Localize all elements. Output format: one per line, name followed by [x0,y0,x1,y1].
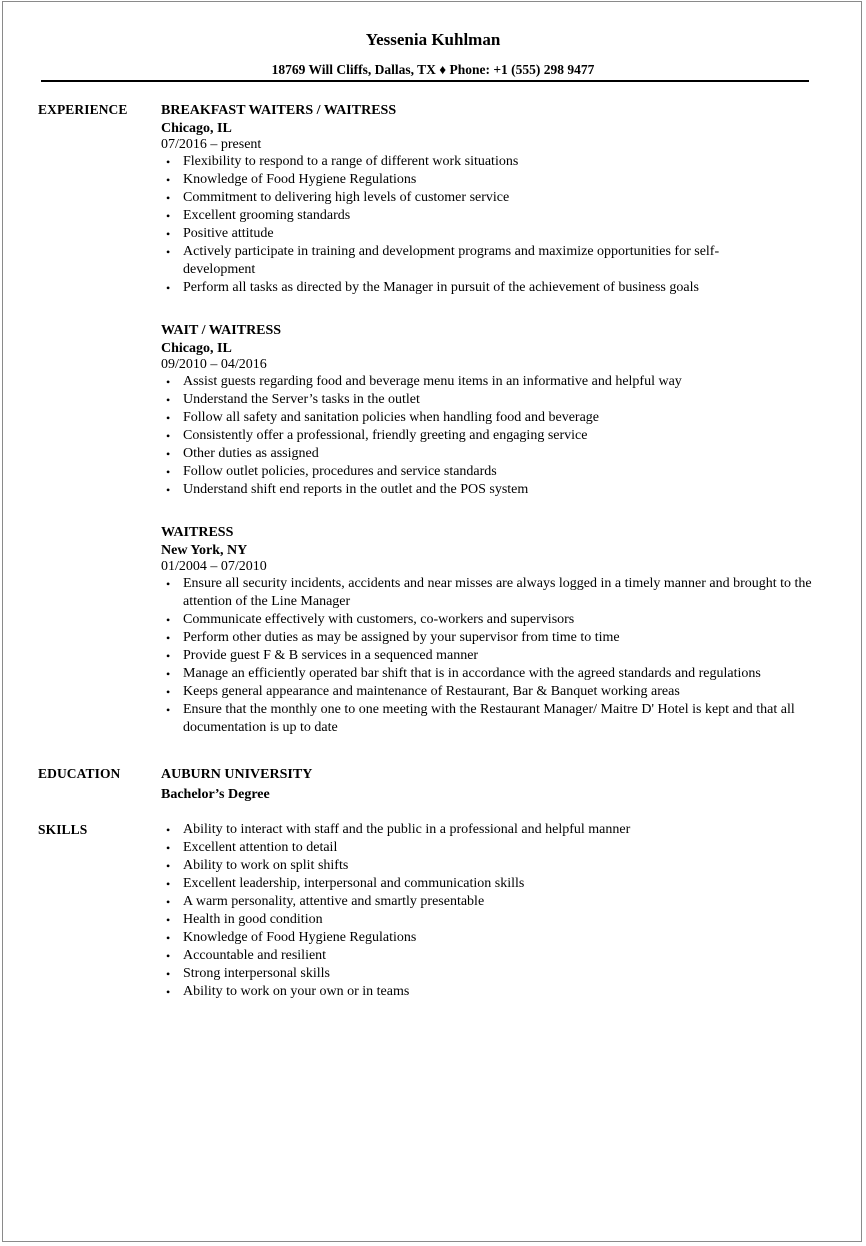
list-item [161,427,821,445]
list-item-text: Understand the Server’s tasks in the outlet [183,392,420,407]
header-divider [41,80,809,82]
bullet-icon: • [166,967,171,981]
bullet-icon: • [166,447,171,461]
section-label-experience: EXPERIENCE [38,102,128,117]
list-item-text: Follow all safety and sanitation policies when handling food and beverage [183,410,600,425]
bullet-icon: • [166,823,171,837]
list-item [161,893,821,911]
bullet-icon: • [166,375,171,389]
list-item-text: Perform all tasks as directed by the Manager in pursuit of the achievement of business goals [183,280,699,295]
list-item [161,373,821,391]
list-item [161,481,821,499]
list-item [161,821,821,839]
list-item-text: Knowledge of Food Hygiene Regulations [183,172,417,187]
bullet-icon: • [166,985,171,999]
list-item-text: Perform other duties as may be assigned by your supervisor from time to time [183,630,620,645]
bullet-icon: • [166,577,171,591]
list-item [161,875,821,893]
list-item-text: Positive attitude [183,226,274,241]
bullet-icon: • [166,631,171,645]
bullet-icon: • [166,859,171,873]
list-item [161,463,821,481]
list-item-text: Ability to work on split shifts [183,858,349,873]
bullet-icon: • [166,227,171,241]
bullet-icon: • [166,393,171,407]
job-location: Chicago, IL [161,121,232,136]
list-item [161,225,821,243]
education-entry [161,766,821,804]
list-item-text: Ability to work on your own or in teams [183,984,410,999]
list-item [161,911,821,929]
list-item [161,629,821,647]
job-title: BREAKFAST WAITERS / WAITRESS [161,103,397,118]
job-duties-list [161,575,821,737]
list-item-text: Strong interpersonal skills [183,966,330,981]
list-item [161,445,821,463]
list-item-text: Actively participate in training and development programs and maximize opportunities for self-development [183,244,720,277]
list-item-text: Excellent grooming standards [183,208,351,223]
list-item [161,683,821,701]
bullet-icon: • [166,173,171,187]
job-title: WAITRESS [161,525,234,540]
list-item-text: Knowledge of Food Hygiene Regulations [183,930,417,945]
list-item [161,839,821,857]
bullet-icon: • [166,649,171,663]
job-entry [161,322,821,499]
list-item-text: Excellent attention to detail [183,840,338,855]
job-location: Chicago, IL [161,341,232,356]
bullet-icon: • [166,483,171,497]
list-item [161,171,821,189]
list-item-text: Ensure all security incidents, accidents and near misses are always logged in a timely manner and brought to the attention of the Line Manager [183,576,812,609]
list-item-text: Excellent leadership, interpersonal and communication skills [183,876,525,891]
list-item [161,279,821,297]
list-item-text: Follow outlet policies, procedures and service standards [183,464,497,479]
list-item-text: Consistently offer a professional, friendly greeting and engaging service [183,428,588,443]
contact-line: 18769 Will Cliffs, Dallas, TX ♦ Phone: +1 (555) 298 9477 [271,62,595,77]
list-item-text: Provide guest F & B services in a sequenced manner [183,648,479,663]
job-title: WAIT / WAITRESS [161,323,282,338]
skills-entry [161,821,821,1001]
bullet-icon: • [166,411,171,425]
job-dates: 01/2004 – 07/2010 [161,559,267,574]
bullet-icon: • [166,429,171,443]
list-item [161,983,821,1001]
list-item-text: Ability to interact with staff and the public in a professional and helpful manner [183,822,631,837]
bullet-icon: • [166,209,171,223]
job-dates: 09/2010 – 04/2016 [161,357,267,372]
list-item-text: Health in good condition [183,912,323,927]
list-item-text: Ensure that the monthly one to one meeting with the Restaurant Manager/ Maitre D' Hotel is kept and that all documentation is up to date [183,702,795,735]
section-label-education: EDUCATION [38,766,121,781]
bullet-icon: • [166,465,171,479]
bullet-icon: • [166,841,171,855]
bullet-icon: • [166,667,171,681]
bullet-icon: • [166,895,171,909]
bullet-icon: • [166,877,171,891]
job-location: New York, NY [161,543,248,558]
skills-list [161,821,821,1001]
candidate-name: Yessenia Kuhlman [365,30,501,49]
job-entry [161,102,821,297]
list-item [161,665,821,683]
list-item-text: Other duties as assigned [183,446,319,461]
bullet-icon: • [166,685,171,699]
bullet-icon: • [166,931,171,945]
list-item [161,409,821,427]
list-item [161,189,821,207]
bullet-icon: • [166,613,171,627]
list-item [161,929,821,947]
job-duties-list [161,153,821,297]
education-school: AUBURN UNIVERSITY [161,767,313,782]
list-item [161,701,821,737]
list-item-text: Commitment to delivering high levels of customer service [183,190,510,205]
list-item [161,391,821,409]
bullet-icon: • [166,913,171,927]
list-item [161,153,821,171]
list-item [161,857,821,875]
job-entry [161,524,821,737]
list-item-text: Manage an efficiently operated bar shift that is in accordance with the agreed standards and regulations [183,666,761,681]
bullet-icon: • [166,245,171,259]
list-item [161,243,821,279]
job-duties-list [161,373,821,499]
section-label-skills: SKILLS [38,822,88,837]
bullet-icon: • [166,155,171,169]
list-item [161,207,821,225]
bullet-icon: • [166,191,171,205]
bullet-icon: • [166,281,171,295]
bullet-icon: • [166,949,171,963]
education-degree: Bachelor’s Degree [161,787,270,802]
list-item [161,965,821,983]
job-dates: 07/2016 – present [161,137,262,152]
list-item-text: Assist guests regarding food and beverage menu items in an informative and helpful way [183,374,682,389]
list-item-text: Keeps general appearance and maintenance of Restaurant, Bar & Banquet working areas [183,684,680,699]
bullet-icon: • [166,703,171,717]
list-item-text: Communicate effectively with customers, co-workers and supervisors [183,612,575,627]
list-item-text: Flexibility to respond to a range of different work situations [183,154,519,169]
list-item-text: Understand shift end reports in the outlet and the POS system [183,482,529,497]
list-item-text: A warm personality, attentive and smartly presentable [183,894,485,909]
list-item [161,647,821,665]
list-item [161,611,821,629]
list-item [161,947,821,965]
list-item [161,575,821,611]
list-item-text: Accountable and resilient [183,948,327,963]
